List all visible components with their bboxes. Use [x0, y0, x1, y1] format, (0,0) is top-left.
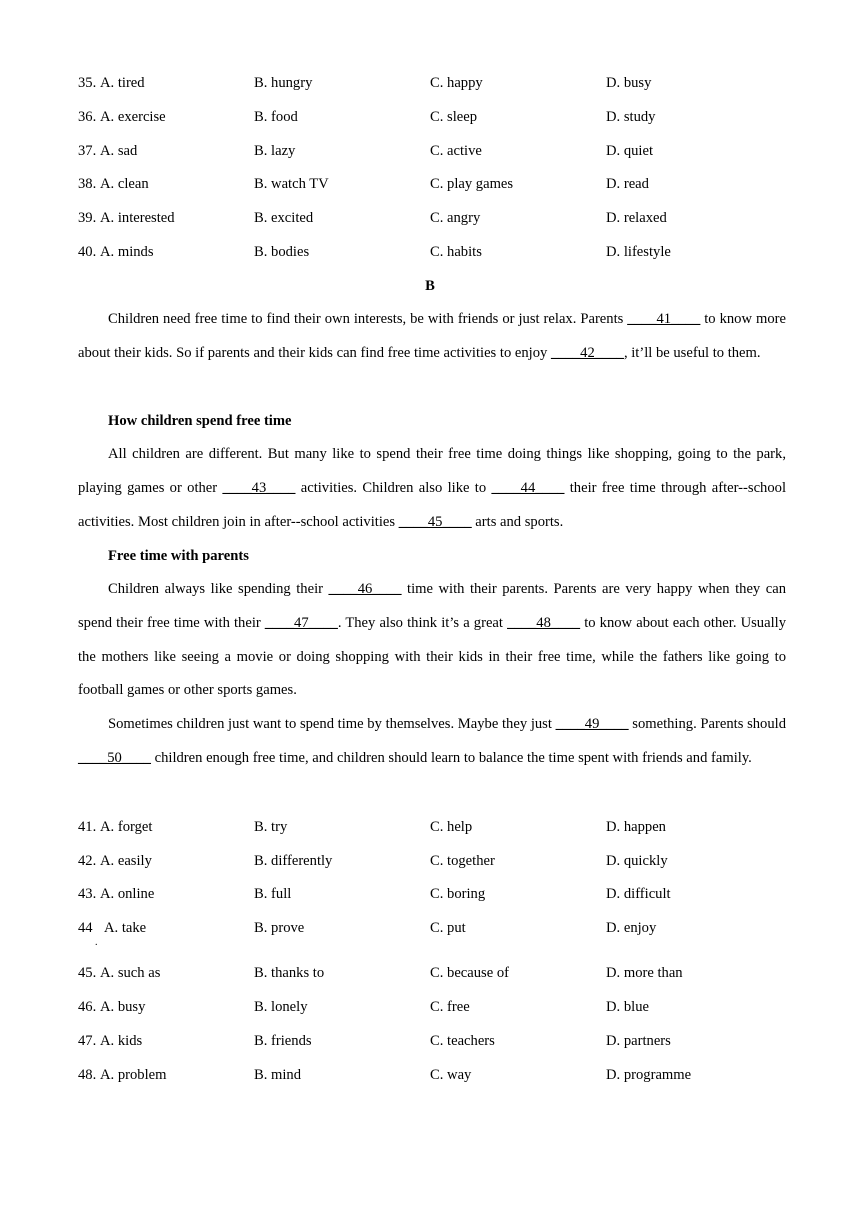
option-b: B. prove	[254, 920, 305, 936]
option-d: D. lifestyle	[606, 244, 671, 260]
question-row-46	[78, 996, 798, 1018]
question-row-47	[78, 1030, 798, 1052]
question-row-44	[78, 917, 798, 939]
question-row-37	[78, 140, 798, 162]
option-d: D. busy	[606, 75, 652, 91]
paragraph-text: time with their parents. Parents are very happy when they can spend their free time with their	[78, 581, 786, 631]
option-c: C. habits	[430, 244, 482, 260]
question-number: 36.	[78, 109, 97, 125]
blank-42: ____42____	[550, 344, 624, 361]
paragraph-text: . They also think it’s a great	[337, 614, 508, 631]
option-d: D. blue	[606, 999, 649, 1015]
paragraph-text: to know more about their kids. So if parents and their kids can find free time activities to enjoy	[78, 311, 786, 361]
option-b: B. try	[254, 819, 288, 835]
option-c: C. angry	[430, 210, 481, 226]
option-b: B. lonely	[254, 999, 308, 1015]
option-b: B. full	[254, 886, 292, 902]
option-d: D. more than	[606, 965, 683, 981]
paragraph-text: something. Parents should	[628, 716, 786, 732]
paragraph-text: their free time through after--school activities. Most children join in after--school activities	[78, 479, 786, 530]
blank-48: ____48____	[507, 614, 581, 631]
question-number: 44	[78, 920, 93, 936]
question-number: 39.	[78, 210, 97, 226]
option-b: B. food	[254, 109, 298, 125]
subheading-free-time-with-parents: Free time with parents	[108, 548, 249, 564]
option-c: C. sleep	[430, 109, 478, 125]
question-number: 42.	[78, 853, 97, 869]
option-c: C. free	[430, 999, 470, 1015]
blank-49: ____49____	[555, 716, 629, 732]
paragraph-text: , it’ll be useful to them.	[623, 344, 761, 361]
option-b: B. watch TV	[254, 176, 329, 192]
option-c: C. put	[430, 920, 466, 936]
option-a: A. busy	[100, 999, 146, 1015]
question-row-41	[78, 816, 798, 838]
question-row-43	[78, 883, 798, 905]
question-number: 41.	[78, 819, 97, 835]
option-a: A. exercise	[100, 109, 166, 125]
subheading-how-children-spend-free-time: How children spend free time	[108, 413, 292, 429]
paragraph-text: All children are different. But many like to spend their free time doing things like shopping, going to the park, playing games or other	[78, 446, 786, 496]
question-row-39	[78, 207, 798, 229]
paragraph-text: children enough free time, and children should learn to balance the time spent with friends and family.	[150, 749, 752, 766]
question-number: 37.	[78, 143, 97, 159]
option-c: C. play games	[430, 176, 514, 192]
blank-46: ____46____	[328, 581, 402, 597]
question-row-45	[78, 962, 798, 984]
option-a: A. interested	[100, 210, 175, 226]
option-b: B. thanks to	[254, 965, 325, 981]
passage-paragraph-2	[78, 438, 786, 539]
option-c: C. active	[430, 143, 482, 159]
option-b: B. friends	[254, 1033, 312, 1049]
option-b: B. excited	[254, 210, 314, 226]
section-title: B	[425, 278, 435, 294]
question-number: 38.	[78, 176, 97, 192]
option-a: A. online	[100, 886, 155, 902]
option-c: C. way	[430, 1067, 472, 1083]
paragraph-text: Children always like spending their	[108, 581, 329, 597]
option-a: A. tired	[100, 75, 145, 91]
option-c: C. because of	[430, 965, 510, 981]
blank-43: ____43____	[222, 479, 296, 496]
option-a: A. problem	[100, 1067, 167, 1083]
passage-paragraph-3	[78, 573, 786, 708]
question-row-35	[78, 72, 798, 94]
passage-paragraph-4	[78, 708, 786, 776]
blank-44: ____44____	[491, 479, 565, 496]
option-b: B. mind	[254, 1067, 302, 1083]
option-d: D. read	[606, 176, 649, 192]
option-b: B. hungry	[254, 75, 313, 91]
option-a: A. forget	[100, 819, 153, 835]
option-b: B. differently	[254, 853, 333, 869]
question-row-36	[78, 106, 798, 128]
blank-47: ____47____	[264, 614, 338, 631]
option-d: D. quiet	[606, 143, 654, 159]
question-row-48	[78, 1064, 798, 1086]
option-a: A. kids	[100, 1033, 143, 1049]
paragraph-text: activities. Children also like to	[295, 479, 492, 496]
blank-41: ____41____	[627, 311, 701, 327]
paragraph-text: arts and sports.	[471, 513, 564, 530]
question-number: 48.	[78, 1067, 97, 1083]
question-row-42	[78, 850, 798, 872]
option-d: D. quickly	[606, 853, 668, 869]
option-c: C. together	[430, 853, 495, 869]
option-b: B. lazy	[254, 143, 296, 159]
passage-paragraph-1	[78, 303, 786, 371]
blank-45: ____45____	[398, 513, 472, 530]
option-a: A. easily	[100, 853, 152, 869]
question-row-40	[78, 241, 798, 263]
option-a: A. such as	[100, 965, 161, 981]
option-c: C. teachers	[430, 1033, 495, 1049]
paragraph-text: to know about each other. Usually the mothers like seeing a movie or doing shopping with their kids in their free time, while the fathers like going to football games or other sports games.	[78, 614, 786, 699]
question-number: 43.	[78, 886, 97, 902]
option-d: D. difficult	[606, 886, 671, 902]
question-number: 35.	[78, 75, 97, 91]
question-number: 47.	[78, 1033, 97, 1049]
question-row-38	[78, 173, 798, 195]
option-c: C. happy	[430, 75, 483, 91]
stray-dot-mark: .	[95, 937, 98, 948]
option-d: D. programme	[606, 1067, 692, 1083]
option-a: A. sad	[100, 143, 138, 159]
question-number: 40.	[78, 244, 97, 260]
option-d: D. enjoy	[606, 920, 657, 936]
question-number: 45.	[78, 965, 97, 981]
paragraph-text: Children need free time to find their own interests, be with friends or just relax. Parents	[108, 311, 628, 327]
option-a: A. take	[104, 920, 147, 936]
option-c: C. help	[430, 819, 473, 835]
paragraph-text: Sometimes children just want to spend time by themselves. Maybe they just	[108, 716, 556, 732]
option-d: D. happen	[606, 819, 666, 835]
option-d: D. partners	[606, 1033, 671, 1049]
option-b: B. bodies	[254, 244, 310, 260]
option-a: A. minds	[100, 244, 154, 260]
question-number: 46.	[78, 999, 97, 1015]
option-c: C. boring	[430, 886, 486, 902]
option-a: A. clean	[100, 176, 149, 192]
option-d: D. relaxed	[606, 210, 667, 226]
option-d: D. study	[606, 109, 656, 125]
blank-50: ____50____	[78, 749, 151, 766]
